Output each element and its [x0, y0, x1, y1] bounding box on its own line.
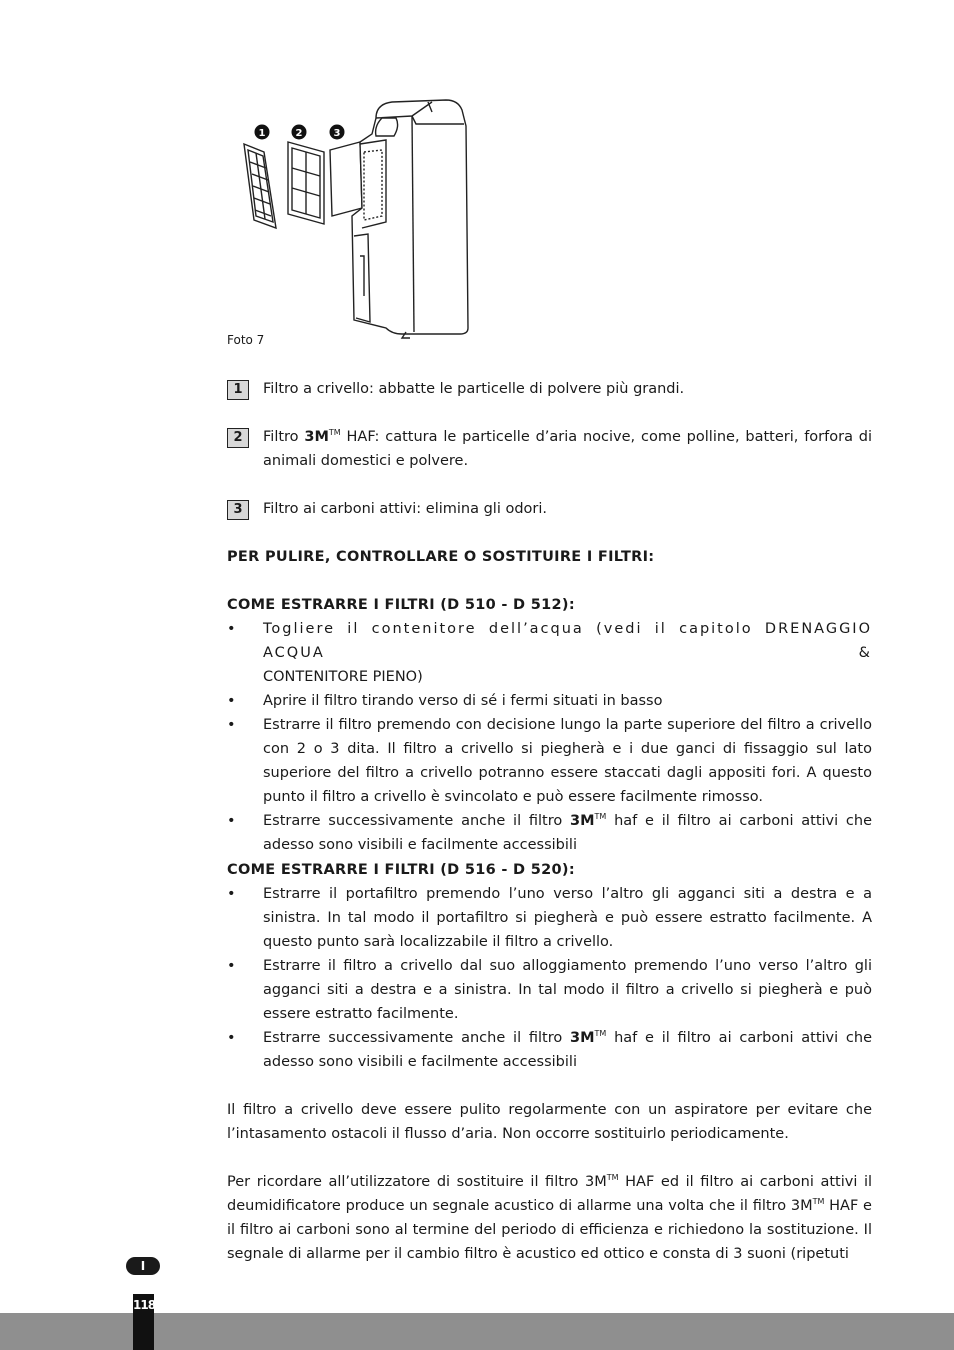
list-item: • Togliere il contenitore dell’acqua (vedi il capitolo DRENAGGIO ACQUA & CONTENITORE PIENO)	[227, 617, 872, 689]
trademark: TM	[594, 812, 607, 821]
mesh-filter-drawing	[244, 144, 276, 228]
filter-illustration	[236, 96, 476, 340]
list-item: • Estrarre il portafiltro premendo l’uno verso l’altro gli agganci siti a destra e a sinistra. In tal modo il portafiltro si piegherà e può essere estratto facilmente. A questo punto sarà localizzabile il filtro a crivello.	[227, 882, 872, 954]
brand-name: 3M	[570, 1030, 595, 1046]
svg-text:3: 3	[333, 128, 341, 139]
brand-name: 3M	[304, 429, 329, 445]
filter-description: Filtro ai carboni attivi: elimina gli odori.	[263, 501, 548, 517]
svg-text:2: 2	[295, 128, 303, 139]
section-heading: COME ESTRARRE I FILTRI (D 510 - D 512):	[227, 597, 575, 613]
section-d510-d512	[227, 593, 872, 857]
list-item: • Estrarre successivamente anche il filtro 3M™ haf e il filtro ai carboni attivi che adesso sono visibili e facilmente accessibili	[227, 1026, 872, 1074]
filter-description: Filtro 3M™ HAF: cattura le particelle d’aria nocive, come polline, batteri, forfora di animali domestici e polvere.	[263, 428, 873, 469]
list-item: • Estrarre il filtro premendo con decisione lungo la parte superiore del filtro a crivello con 2 o 3 dita. Il filtro a crivello si piegherà e i due ganci di fissaggio sul lato superiore del filtro a crivello potranno essere staccati dagli appositi fori. A questo punto il filtro a crivello è svincolato e può essere facilmente rimosso.	[227, 713, 872, 809]
filter-description: Filtro a crivello: abbatte le particelle di polvere più grandi.	[263, 381, 685, 397]
list-item: • Estrarre il filtro a crivello dal suo alloggiamento premendo l’uno verso l’altro gli agganci siti a destra e a sinistra. In tal modo il filtro a crivello si piegherà e può essere estratto facilmente.	[227, 954, 872, 1026]
page-number: 118	[133, 1298, 156, 1312]
dehumidifier-drawing	[352, 100, 468, 338]
filter-number-badge: 2	[227, 428, 249, 448]
filter-number-badge: 1	[227, 380, 249, 400]
list-item: • Aprire il filtro tirando verso di sé i fermi situati in basso	[227, 689, 872, 713]
marker-3	[330, 125, 345, 140]
haf-filter-drawing	[288, 142, 324, 224]
section-title: PER PULIRE, CONTROLLARE O SOSTITUIRE I FILTRI:	[227, 549, 655, 565]
trademark: TM	[594, 1029, 607, 1038]
brand-name: 3M	[570, 813, 595, 829]
marker-1	[255, 125, 270, 140]
list-item: • Estrarre successivamente anche il filtro 3M™ haf e il filtro ai carboni attivi che adesso sono visibili e facilmente accessibili	[227, 809, 872, 857]
marker-2	[292, 125, 307, 140]
alarm-paragraph: Per ricordare all’utilizzatore di sostituire il filtro 3M™ HAF ed il filtro ai carboni attivi il deumidificatore produce un segnale acustico di allarme una volta che il filtro 3M™ HAF e il filtro ai carboni sono al termine del periodo di efficienza e richiedono la sostituzione. Il segnale di allarme per il cambio filtro è acustico ed ottico e consta di 3 suoni (ripetuti	[227, 1173, 873, 1262]
trademark: TM	[812, 1197, 825, 1206]
trademark: TM	[606, 1173, 619, 1182]
trademark: TM	[328, 428, 341, 437]
section-heading: COME ESTRARRE I FILTRI (D 516 - D 520):	[227, 862, 575, 878]
cleaning-paragraph: Il filtro a crivello deve essere pulito regolarmente con un aspiratore per evitare che l’intasamento ostacoli il flusso d’aria. Non occorre sostituirlo periodicamente.	[227, 1102, 872, 1142]
section-d516-d520	[227, 858, 872, 1074]
language-badge: I	[126, 1257, 160, 1275]
carbon-filter-drawing	[330, 142, 362, 216]
filter-number-badge: 3	[227, 500, 249, 520]
figure-caption: Foto 7	[227, 333, 265, 347]
svg-text:1: 1	[258, 128, 266, 139]
